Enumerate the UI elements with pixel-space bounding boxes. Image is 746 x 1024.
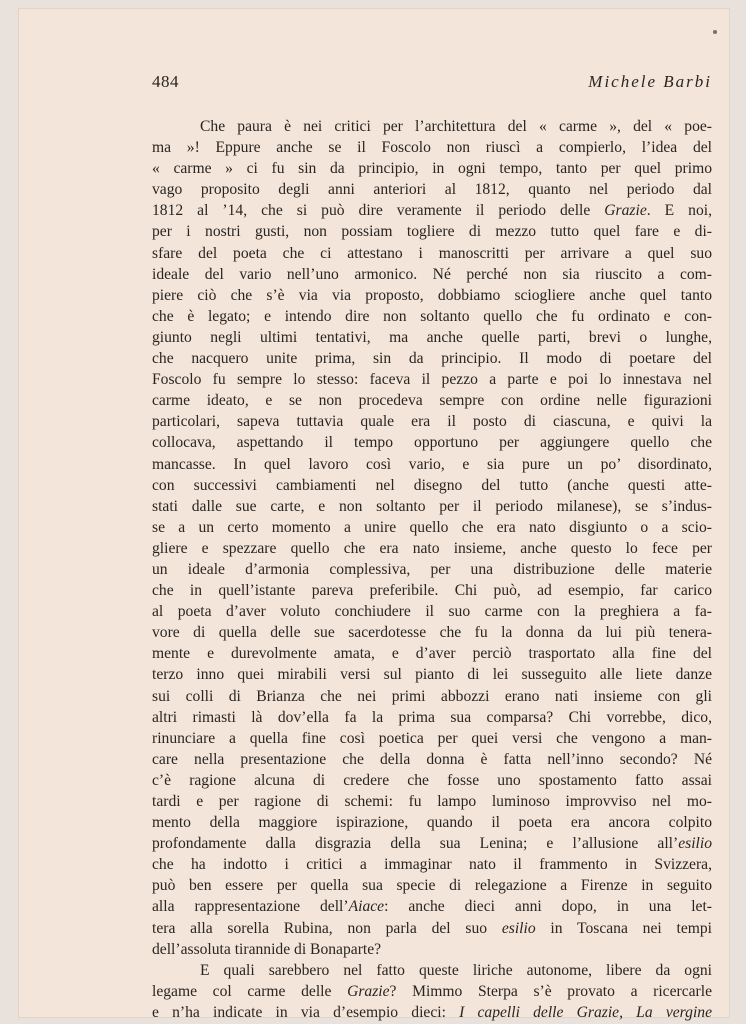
text-line: legame col carme delle Grazie? Mimmo Sterpa s’è provato a ricercarle [152,982,712,1000]
text-line: c’è ragione alcuna di credere che fosse uno spostamento fatto assai [152,771,712,789]
text-line: per i nostri gusti, non possiam togliere di mezzo tutto quel fare e di- [152,223,712,241]
text-line: che è legato; e intendo dire non soltanto quello che fu ordinato e con- [152,307,712,325]
text-line: se a un certo momento a unire quello che era nato disgiunto o a scio- [152,518,712,536]
speck-mark [713,30,717,34]
text-line: e n’ha indicate in via d’esempio dieci: I capelli delle Grazie, La vergine [152,1003,712,1021]
text-line: gliere e spezzare quello che era nato insieme, anche questo lo fece per [152,539,712,557]
page-number: 484 [152,72,179,91]
text-line: collocava, aspettando il tempo opportuno per aggiungere quello che [152,434,712,452]
page-header [152,72,712,92]
text-line: altri rimasti là dov’ella fa la prima sua comparsa? Chi vorrebbe, dico, [152,708,712,726]
text-line: che nacquero unite prima, sin da principio. Il modo di poetare del [152,350,712,368]
text-line: Che paura è nei critici per l’architettura del « carme », del « poe- [200,118,712,135]
text-line: che in quell’istante pareva preferibile. Chi può, ad esempio, far carico [152,582,712,600]
text-line: 1812 al ’14, che si può dire veramente il periodo delle Grazie. E noi, [152,202,712,220]
text-line: Foscolo fu sempre lo stesso: faceva il pezzo a parte e poi lo innestava nel [152,371,712,389]
text-line: tera alla sorella Rubina, non parla del suo esilio in Toscana nei tempi [152,919,713,937]
text-line: che ha indotto i critici a immaginar nato il frammento in Svizzera, [152,856,712,874]
text-line: stati dalle sue carte, e non soltanto per il periodo milanese), se s’indus- [152,497,712,515]
text-line: terzo inno quei mirabili versi sul pianto di lei susseguito alle liete danze [152,666,712,684]
text-line: giunto negli ultimi tentativi, ma anche quelle parti, brevi o lunghe, [152,328,712,346]
text-line: vore di quella delle sue sacerdotesse che fu la donna da lui più tenera- [152,624,712,642]
text-line: può ben essere per quella sua specie di relegazione a Firenze in seguito [152,877,712,895]
text-line: rinunciare a quella fine così poetica per quei versi che vengono a man- [152,729,712,747]
text-line: sfare del poeta che ci attestano i manoscritti per arrivare a quel suo [152,244,712,262]
text-line: mancasse. In quel lavoro così vario, e sia pure un po’ disordinato, [152,455,712,473]
text-line: mento della maggiore ispirazione, quando il poeta era ancora colpito [152,814,712,832]
text-line: con successivi cambiamenti nel disegno del tutto (anche questi atte- [152,476,712,494]
text-line: piere ciò che s’è via via proposto, dobbiamo sciogliere anche quel tanto [152,286,712,304]
running-title: Michele Barbi [588,72,712,91]
text-line: tardi e per ragione di schemi: fu lampo luminoso improvviso nel mo- [152,793,712,810]
text-line: ideale del vario nell’uno armonico. Né perché non sia riuscito a com- [152,265,712,283]
text-line: ma »! Eppure anche se il Foscolo non riuscì a compierlo, l’idea del [152,139,712,157]
text-line: sui colli di Brianza che nei primi abbozzi erano nati insieme con gli [152,687,712,705]
text-line: alla rappresentazione dell’Aiace: anche dieci anni dopo, in una let- [152,898,713,916]
text-line: vago proposito degli anni anteriori al 1812, quanto nel periodo dal [152,181,712,199]
text-line: mente e durevolmente amata, e d’aver perciò trasportato alla fine del [152,645,712,663]
text-line: care nella presentazione che della donna è fatta nell’inno secondo? Né [152,750,712,768]
text-line: carme ideato, e se non procedeva sempre con ordine nelle figurazioni [152,392,712,410]
text-line: « carme » ci fu sin da principio, in ogni tempo, tanto per quel primo [152,160,712,178]
text-line: al poeta d’aver voluto conchiudere il suo carme con la preghiera a fa- [152,603,712,621]
text-line: profondamente dalla disgrazia della sua Lenina; e l’allusione all’esilio [152,835,712,853]
text-line: particolari, sapeva tuttavia quale era il posto di ciascuna, e quivi la [152,413,712,431]
text-line: un ideale d’armonia complessiva, per una distribuzione delle materie [152,560,712,578]
text-line: dell’assoluta tirannide di Bonaparte? [152,940,382,958]
body-text [152,116,712,1023]
text-line: E quali sarebbero nel fatto queste liriche autonome, libere da ogni [200,961,712,979]
